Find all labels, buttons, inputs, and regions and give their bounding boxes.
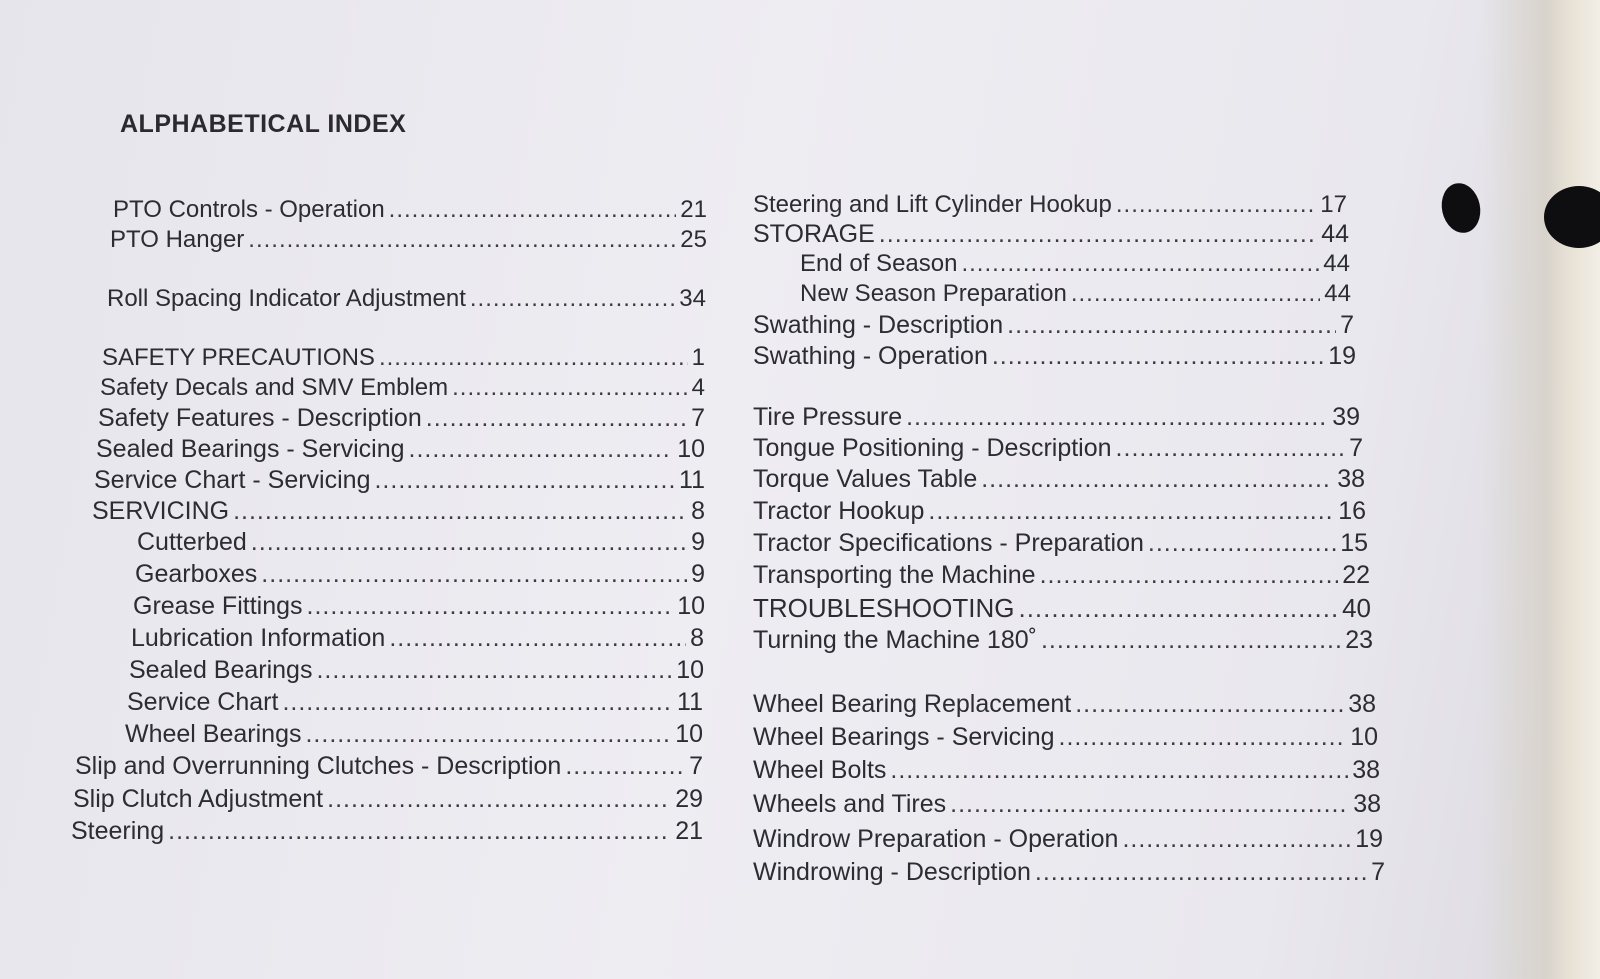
index-entry-page-number: 7 bbox=[689, 752, 703, 780]
index-entry-page-number: 7 bbox=[1340, 311, 1354, 339]
dot-leader bbox=[282, 688, 673, 717]
index-entry-page-number: 10 bbox=[675, 720, 703, 748]
dot-leader bbox=[379, 344, 688, 372]
index-entry-page-number: 40 bbox=[1342, 593, 1371, 623]
dot-leader bbox=[1148, 529, 1336, 558]
dot-leader bbox=[1116, 434, 1346, 463]
index-entry-label: Sealed Bearings bbox=[129, 656, 313, 684]
index-entry-label: Windrow Preparation - Operation bbox=[753, 825, 1119, 853]
index-entry bbox=[753, 756, 1380, 785]
index-entry-label: Gearboxes bbox=[135, 560, 258, 588]
dot-leader bbox=[233, 497, 687, 526]
index-entry-page-number: 22 bbox=[1342, 561, 1370, 589]
index-entry bbox=[125, 720, 703, 749]
index-entry bbox=[102, 344, 705, 372]
index-entry bbox=[753, 790, 1381, 819]
index-entry-label: Wheel Bearing Replacement bbox=[753, 690, 1072, 718]
index-entry bbox=[753, 465, 1365, 494]
index-entry-page-number: 19 bbox=[1355, 825, 1383, 853]
index-entry-page-number: 8 bbox=[690, 624, 704, 652]
index-entry bbox=[129, 656, 704, 685]
index-entry-page-number: 44 bbox=[1324, 280, 1351, 307]
index-entry-page-number: 10 bbox=[677, 435, 705, 463]
index-entry-page-number: 21 bbox=[675, 817, 703, 845]
index-entry-label: Tractor Hookup bbox=[753, 497, 925, 525]
dot-leader bbox=[992, 342, 1324, 371]
index-entry bbox=[137, 528, 705, 557]
dot-leader bbox=[1041, 626, 1341, 655]
index-entry-page-number: 34 bbox=[679, 285, 706, 312]
index-entry-page-number: 38 bbox=[1352, 756, 1380, 784]
index-entry-page-number: 38 bbox=[1353, 790, 1381, 818]
dot-leader bbox=[305, 720, 671, 749]
index-entry bbox=[753, 529, 1368, 558]
index-entry-label: Wheels and Tires bbox=[753, 790, 947, 818]
index-entry bbox=[127, 688, 703, 717]
index-entry bbox=[753, 342, 1356, 371]
dot-leader bbox=[307, 592, 674, 621]
index-entry-label: Tire Pressure bbox=[753, 403, 903, 431]
index-entry-label: Roll Spacing Indicator Adjustment bbox=[107, 285, 466, 312]
index-entry-label: Safety Features - Description bbox=[98, 404, 422, 432]
dot-leader bbox=[1075, 690, 1344, 719]
index-entry-label: PTO Controls - Operation bbox=[113, 196, 385, 223]
index-entry bbox=[71, 817, 703, 846]
dot-leader bbox=[565, 752, 685, 781]
index-entry bbox=[96, 435, 705, 464]
dot-leader bbox=[1035, 858, 1367, 887]
index-entry bbox=[753, 593, 1371, 624]
index-entry-page-number: 39 bbox=[1332, 403, 1360, 431]
index-entry-label: SAFETY PRECAUTIONS bbox=[102, 344, 375, 371]
index-entry-page-number: 11 bbox=[679, 466, 705, 494]
index-entry-label: Slip Clutch Adjustment bbox=[73, 785, 324, 813]
dot-leader bbox=[1018, 593, 1338, 624]
index-entry-page-number: 44 bbox=[1323, 250, 1350, 277]
index-entry-page-number: 7 bbox=[691, 404, 705, 432]
dot-leader bbox=[950, 790, 1349, 819]
dot-leader bbox=[961, 250, 1319, 278]
index-entry-label: Sealed Bearings - Servicing bbox=[96, 435, 405, 463]
index-entry-label: Safety Decals and SMV Emblem bbox=[100, 374, 449, 401]
index-entry-label: Grease Fittings bbox=[133, 592, 303, 620]
index-entry bbox=[92, 497, 705, 526]
index-entry bbox=[800, 280, 1351, 308]
index-entry-label: Turning the Machine 180˚ bbox=[753, 626, 1037, 654]
index-entry bbox=[753, 561, 1370, 590]
dot-leader bbox=[251, 528, 687, 557]
index-entry-page-number: 23 bbox=[1345, 626, 1373, 654]
index-entry-label: STORAGE bbox=[753, 220, 875, 248]
index-entry bbox=[753, 311, 1354, 340]
index-entry bbox=[73, 785, 703, 814]
index-entry-label: Tractor Specifications - Preparation bbox=[753, 529, 1144, 557]
index-entry-page-number: 44 bbox=[1321, 220, 1349, 248]
dot-leader bbox=[452, 374, 688, 402]
dot-leader bbox=[409, 435, 674, 464]
index-entry bbox=[107, 285, 706, 313]
dot-leader bbox=[1059, 723, 1347, 752]
index-entry-label: Wheel Bolts bbox=[753, 756, 887, 784]
index-entry bbox=[753, 626, 1373, 655]
index-entry-label: Steering bbox=[71, 817, 165, 845]
index-entry bbox=[753, 191, 1347, 219]
dot-leader bbox=[261, 560, 687, 589]
index-entry bbox=[135, 560, 705, 589]
dot-leader bbox=[1071, 280, 1320, 308]
index-entry bbox=[753, 723, 1378, 752]
page-title: ALPHABETICAL INDEX bbox=[120, 110, 407, 138]
index-entry-page-number: 9 bbox=[691, 528, 705, 556]
dot-leader bbox=[389, 196, 677, 224]
index-entry-label: Wheel Bearings bbox=[125, 720, 302, 748]
index-entry-label: Slip and Overrunning Clutches - Description bbox=[75, 752, 562, 780]
index-entry-label: PTO Hanger bbox=[110, 226, 245, 253]
index-entry-page-number: 21 bbox=[680, 196, 707, 223]
index-entry-page-number: 9 bbox=[691, 560, 705, 588]
index-entry-label: Tongue Positioning - Description bbox=[753, 434, 1112, 462]
index-entry-label: Service Chart - Servicing bbox=[94, 466, 371, 494]
index-entry bbox=[133, 592, 705, 621]
index-entry-label: Swathing - Operation bbox=[753, 342, 988, 370]
index-entry-page-number: 4 bbox=[691, 374, 705, 401]
index-entry-page-number: 15 bbox=[1340, 529, 1368, 557]
index-entry-label: Torque Values Table bbox=[753, 465, 978, 493]
index-entry-page-number: 1 bbox=[691, 344, 705, 371]
index-entry-label: Transporting the Machine bbox=[753, 561, 1036, 589]
index-entry-page-number: 38 bbox=[1337, 465, 1365, 493]
index-entry bbox=[131, 624, 704, 653]
index-entry bbox=[753, 220, 1349, 249]
index-entry-page-number: 7 bbox=[1371, 858, 1385, 886]
index-entry-page-number: 25 bbox=[680, 226, 707, 253]
dot-leader bbox=[470, 285, 675, 313]
page-edge bbox=[1480, 0, 1600, 979]
dot-leader bbox=[1040, 561, 1339, 590]
index-entry bbox=[753, 690, 1376, 719]
dot-leader bbox=[327, 785, 671, 814]
dot-leader bbox=[168, 817, 671, 846]
dot-leader bbox=[1122, 825, 1351, 854]
index-entry-page-number: 38 bbox=[1348, 690, 1376, 718]
index-entry bbox=[800, 250, 1350, 278]
dot-leader bbox=[1007, 311, 1336, 340]
index-entry-page-number: 11 bbox=[677, 688, 703, 716]
index-entry-page-number: 19 bbox=[1328, 342, 1356, 370]
dot-leader bbox=[374, 466, 675, 495]
index-entry bbox=[753, 825, 1383, 854]
index-entry-label: End of Season bbox=[800, 250, 958, 277]
index-entry-label: Cutterbed bbox=[137, 528, 247, 556]
index-entry-label: Windrowing - Description bbox=[753, 858, 1031, 886]
index-entry bbox=[753, 403, 1360, 432]
index-entry-page-number: 10 bbox=[1350, 723, 1378, 751]
dot-leader bbox=[928, 497, 1334, 526]
index-entry-page-number: 29 bbox=[675, 785, 703, 813]
index-entry-page-number: 10 bbox=[676, 656, 704, 684]
index-entry-label: TROUBLESHOOTING bbox=[753, 593, 1015, 623]
index-entry-page-number: 8 bbox=[691, 497, 705, 525]
index-entry bbox=[110, 226, 707, 254]
index-entry bbox=[113, 196, 707, 224]
index-entry bbox=[75, 752, 703, 781]
index-entry-label: New Season Preparation bbox=[800, 280, 1067, 307]
index-entry-page-number: 16 bbox=[1338, 497, 1366, 525]
dot-leader bbox=[316, 656, 672, 685]
index-entry bbox=[98, 404, 705, 433]
index-entry-label: SERVICING bbox=[92, 497, 230, 525]
index-entry-label: Wheel Bearings - Servicing bbox=[753, 723, 1055, 751]
dot-leader bbox=[981, 465, 1333, 494]
index-entry-page-number: 10 bbox=[677, 592, 705, 620]
dot-leader bbox=[890, 756, 1348, 785]
dot-leader bbox=[906, 403, 1328, 432]
index-entry bbox=[753, 858, 1385, 887]
index-entry-page-number: 17 bbox=[1320, 191, 1347, 218]
dot-leader bbox=[426, 404, 687, 433]
dot-leader bbox=[389, 624, 686, 653]
index-entry-label: Swathing - Description bbox=[753, 311, 1004, 339]
index-entry-label: Lubrication Information bbox=[131, 624, 386, 652]
index-entry bbox=[753, 434, 1363, 463]
index-entry bbox=[94, 466, 705, 495]
dot-leader bbox=[248, 226, 676, 254]
dot-leader bbox=[879, 220, 1317, 249]
index-entry bbox=[100, 374, 705, 402]
index-entry-page-number: 7 bbox=[1349, 434, 1363, 462]
binder-hole bbox=[1437, 180, 1485, 237]
index-entry-label: Service Chart bbox=[127, 688, 279, 716]
index-entry bbox=[753, 497, 1366, 526]
index-entry-label: Steering and Lift Cylinder Hookup bbox=[753, 191, 1112, 218]
dot-leader bbox=[1116, 191, 1316, 219]
